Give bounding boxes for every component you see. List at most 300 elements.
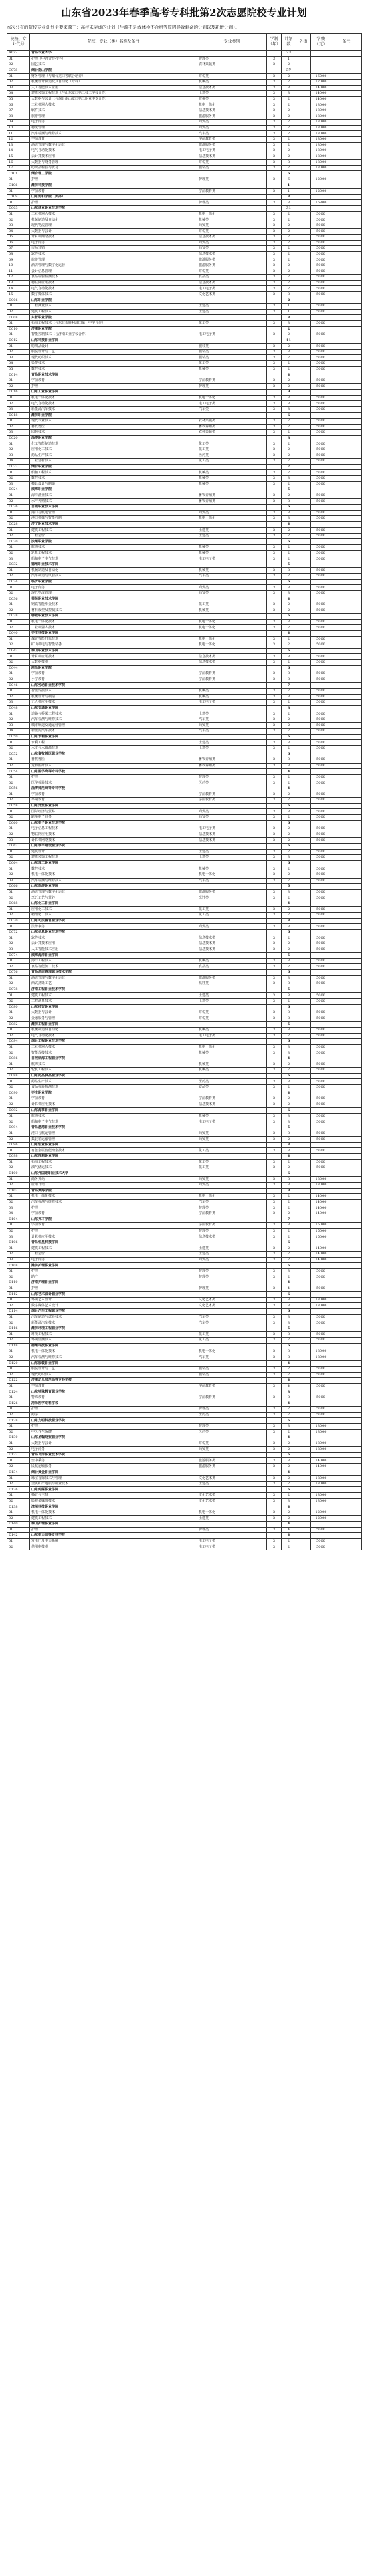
row-plan: 2 [282,1412,296,1418]
row-name: 滨州科技职业学院 [30,1504,197,1510]
row-category: 商贸类 [197,924,267,930]
row-remark [331,832,362,838]
row-tuition: 13000 [311,114,331,120]
row-category [197,487,267,493]
row-tuition: 14000 [311,1252,331,1258]
major-row [7,1084,362,1090]
row-remark [331,263,362,269]
row-plan: 6 [282,1004,296,1010]
row-name: 跨境电子商务 [30,814,197,820]
row-extra [296,792,311,798]
row-extra [296,832,311,838]
row-remark [331,85,362,91]
row-duration: 3 [267,1527,282,1533]
row-extra [296,1177,311,1183]
row-remark [331,372,362,378]
institution-row [7,1326,362,1332]
row-remark [331,419,362,425]
row-category [197,1090,267,1096]
row-extra [296,1332,311,1338]
row-plan: 7 [282,683,296,689]
row-remark [331,1125,362,1131]
row-code: 01 [7,1246,30,1252]
major-row [7,1050,362,1056]
row-code: 02 [7,981,30,987]
row-tuition: 5000 [311,406,331,413]
row-tuition [311,62,331,68]
row-duration: 3 [267,384,282,390]
row-duration: 3 [267,1177,282,1183]
row-plan: 5 [282,1452,296,1458]
row-name: 法律事务 [30,924,197,930]
major-row [7,1010,362,1016]
row-code: 01 [7,56,30,62]
major-row [7,211,362,217]
institution-row [7,929,362,935]
row-name: 大数据与会计 [30,229,197,235]
row-remark [331,1292,362,1298]
row-remark [331,1527,362,1533]
row-tuition: 5000 [311,229,331,235]
major-row [7,740,362,746]
row-extra [296,136,311,142]
row-plan: 3 [282,1182,296,1188]
row-duration: 3 [267,935,282,941]
row-name: 供用电技术 [30,1544,197,1550]
row-tuition: 15000 [311,1228,331,1234]
row-code: 02 [7,1372,30,1378]
row-duration: 3 [267,838,282,844]
row-extra [296,79,311,85]
institution-row [7,51,362,57]
row-extra [296,1056,311,1062]
row-remark [331,958,362,964]
row-code: D072 [7,929,30,935]
row-tuition [311,1343,331,1349]
row-plan: 2 [282,556,296,562]
row-name: 烟台南山学院 [30,68,197,74]
row-category [197,413,267,419]
row-category [197,769,267,775]
row-category [197,918,267,924]
row-code: 02 [7,533,30,539]
row-tuition: 5000 [311,344,331,350]
row-duration: 3 [267,1165,282,1171]
row-plan: 2 [282,1476,296,1482]
row-remark [331,430,362,436]
row-tuition: 5000 [311,1113,331,1119]
row-name: 威海海洋职业学院 [30,953,197,959]
row-extra [296,257,311,263]
row-name: 学前教育 [30,671,197,677]
row-remark [331,981,362,987]
row-category: 机械类 [197,866,267,872]
row-tuition: 14000 [311,91,331,97]
row-plan: 5 [282,734,296,740]
row-duration: 3 [267,866,282,872]
row-name: 建筑设计 [30,849,197,855]
row-code: D108 [7,1263,30,1269]
row-extra [296,1033,311,1039]
row-plan: 2 [282,947,296,953]
row-remark [331,1332,362,1338]
row-plan: 4 [282,1522,296,1528]
row-name: 服装设计与工艺 [30,349,197,355]
row-tuition: 5000 [311,453,331,459]
row-code: 07 [7,246,30,252]
institution-row [7,68,362,74]
row-remark [331,1476,362,1482]
institution-row [7,1418,362,1424]
row-tuition: 12000 [311,189,331,195]
row-tuition: 13000 [311,1297,331,1303]
row-name: 枣庄职业学院 [30,1090,197,1096]
row-remark [331,774,362,780]
row-remark [331,120,362,126]
row-name: 山东圣翰财贸职业学院 [30,1435,197,1441]
row-code: 01 [7,1223,30,1229]
row-plan: 1 [282,309,296,315]
row-name: 青岛酒店管理职业技术学院 [30,970,197,976]
row-plan: 4 [282,1435,296,1441]
row-plan: 2 [282,251,296,257]
major-row [7,1297,362,1303]
row-plan: 3 [282,981,296,987]
row-extra [296,378,311,384]
row-tuition: 5000 [311,1320,331,1326]
row-tuition: 5000 [311,217,331,223]
row-code: 02 [7,745,30,751]
row-duration [267,884,282,890]
row-duration: 3 [267,1412,282,1418]
row-name: 护理 [30,1286,197,1292]
major-row [7,1177,362,1183]
row-tuition: 5000 [311,240,331,246]
row-name: 电子信息工程技术 [30,826,197,832]
row-category: 文化艺术类 [197,1498,267,1504]
institution-row [7,987,362,993]
row-code: 02 [7,349,30,355]
row-tuition: 5000 [311,1372,331,1378]
row-duration [267,1470,282,1476]
row-plan: 8 [282,705,296,711]
row-code: D092 [7,1108,30,1114]
institution-row [7,194,362,200]
row-tuition: 5000 [311,568,331,574]
row-extra [296,1016,311,1022]
row-plan: 8 [282,1188,296,1194]
row-plan: 2 [282,550,296,556]
row-extra [296,1481,311,1487]
row-code: 01 [7,1510,30,1516]
row-tuition [311,751,331,757]
row-name: 菏泽职业学院 [30,665,197,671]
row-tuition [311,1452,331,1458]
row-remark [331,918,362,924]
row-category [197,1292,267,1298]
row-duration: 3 [267,1372,282,1378]
row-plan: 2 [282,217,296,223]
row-duration: 3 [267,1033,282,1039]
institution-row [7,769,362,775]
major-row [7,1096,362,1102]
row-duration [267,683,282,689]
row-code: C101 [7,171,30,177]
major-row [7,291,362,298]
institution-row [7,1039,362,1045]
row-duration: 3 [267,625,282,631]
row-duration: 3 [267,165,282,171]
institution-row [7,1522,362,1528]
major-row [7,1079,362,1085]
row-name: 烹饪工艺与营养 [30,895,197,901]
row-name: 工业机器人技术 [30,625,197,631]
row-plan: 2 [282,102,296,108]
row-category: 化工类 [197,913,267,919]
row-remark [331,970,362,976]
row-category: 服装类 [197,165,267,171]
major-row [7,309,362,315]
row-extra [296,1159,311,1165]
row-extra [296,56,311,62]
row-extra [296,1412,311,1418]
row-duration [267,1361,282,1367]
row-code: 02 [7,1447,30,1453]
institution-row [7,705,362,711]
row-extra [296,246,311,252]
row-name: 物联网应用技术 [30,280,197,286]
row-tuition [311,1154,331,1160]
row-duration: 3 [267,453,282,459]
row-extra [296,786,311,792]
major-row [7,814,362,820]
row-category [197,298,267,304]
row-plan: 2 [282,269,296,275]
row-extra [296,401,311,407]
row-category: 汽车类 [197,1320,267,1326]
major-row [7,924,362,930]
row-plan: 2 [282,263,296,269]
row-code: 01 [7,1286,30,1292]
row-extra [296,843,311,849]
row-plan: 3 [282,1027,296,1033]
row-duration: 3 [267,872,282,878]
row-category: 机械类 [197,470,267,476]
row-extra [296,453,311,459]
row-name: 畜牧兽医 [30,424,197,430]
major-row [7,361,362,367]
row-duration: 3 [267,941,282,947]
row-extra [296,366,311,372]
row-remark [331,1481,362,1487]
row-category [197,326,267,332]
row-code: 01 [7,568,30,574]
row-name: 集装箱运输管理 [30,1137,197,1143]
row-name: 酒店管理与数字化运营 [30,142,197,148]
row-extra [296,849,311,855]
row-tuition: 5000 [311,355,331,361]
row-remark [331,1171,362,1177]
row-remark [331,344,362,350]
row-remark [331,901,362,907]
row-category: 电工电子类 [197,401,267,407]
row-category: 机械类 [197,1050,267,1056]
row-plan: 6 [282,413,296,419]
major-row [7,1447,362,1453]
row-name: 青岛职业技术学院 [30,372,197,378]
row-category [197,68,267,74]
row-extra [296,1154,311,1160]
major-row [7,453,362,459]
row-name: 计算机网络技术 [30,235,197,241]
row-category: 土建类 [197,745,267,751]
row-name: 软件技术 [30,251,197,257]
row-extra [296,1441,311,1447]
row-code: D010 [7,326,30,332]
row-code: 01 [7,1383,30,1389]
row-extra [296,1199,311,1205]
row-extra [296,913,311,919]
row-plan: 3 [282,1079,296,1085]
row-plan: 2 [282,96,296,102]
row-extra [296,1458,311,1464]
row-tuition: 5000 [311,475,331,481]
row-category: 信息技术类 [197,251,267,257]
row-remark [331,884,362,890]
row-extra [296,550,311,556]
row-name: 学前教育 [30,189,197,195]
row-duration: 3 [267,723,282,729]
row-duration: 3 [267,1510,282,1516]
institution-row [7,820,362,826]
row-name: 机械制造及自动化 [30,568,197,574]
row-tuition: 14000 [311,85,331,91]
row-tuition: 5000 [311,1062,331,1068]
row-name: 人工智能技术应用 [30,947,197,953]
page-title: 山东省2023年春季高考专科批第2次志愿院校专业计划 [61,7,307,19]
row-tuition: 5000 [311,211,331,217]
institution-row [7,562,362,568]
row-extra [296,1171,311,1177]
row-duration: 3 [267,189,282,195]
row-code: 01 [7,1395,30,1401]
row-duration: 3 [267,907,282,913]
row-code: D036 [7,596,30,602]
row-name: 航海技术 [30,1062,197,1068]
row-duration: 3 [267,792,282,798]
row-extra [296,464,311,470]
row-code: 01 [7,924,30,930]
row-duration: 3 [267,671,282,677]
row-category: 化工类 [197,907,267,913]
row-duration: 3 [267,56,282,62]
row-remark [331,309,362,315]
major-row [7,263,362,269]
row-category: 电工电子类 [197,1544,267,1550]
row-plan: 2 [282,774,296,780]
major-row [7,56,362,62]
row-code: 14 [7,286,30,292]
row-name: 建筑工程技术 [30,309,197,315]
row-duration [267,1108,282,1114]
row-extra [296,240,311,246]
row-remark [331,361,362,367]
row-category [197,390,267,396]
row-tuition [311,562,331,568]
row-duration: 3 [267,958,282,964]
row-code: 01 [7,1527,30,1533]
row-plan: 2 [282,257,296,263]
row-remark [331,1470,362,1476]
row-tuition: 14000 [311,1257,331,1263]
row-tuition: 5000 [311,447,331,453]
row-category: 机电一体化 [197,1194,267,1200]
row-tuition: 5000 [311,947,331,953]
row-tuition [311,56,331,62]
row-name: 空中乘务 [30,1458,197,1464]
row-duration: 3 [267,424,282,430]
row-remark [331,1383,362,1389]
row-name: 山东商业职业技术学院 [30,206,197,212]
row-code: D096 [7,1142,30,1148]
row-tuition: 5000 [311,401,331,407]
major-row [7,160,362,166]
row-category: 电工电子类 [197,286,267,292]
row-code: 02 [7,1498,30,1504]
institution-row [7,1401,362,1407]
major-row [7,723,362,729]
row-code: 01 [7,419,30,425]
row-extra [296,1516,311,1522]
major-row [7,1165,362,1171]
row-tuition: 5000 [311,257,331,263]
row-tuition: 5000 [311,671,331,677]
row-extra [296,326,311,332]
row-duration [267,803,282,809]
row-duration: 3 [267,235,282,241]
row-duration: 3 [267,964,282,970]
row-code: 02 [7,1016,30,1022]
row-extra [296,677,311,683]
row-extra [296,280,311,286]
row-name: 食品智能加工技术 [30,964,197,970]
row-name: 学前教育 [30,1223,197,1229]
row-plan: 3 [282,918,296,924]
row-plan: 5 [282,884,296,890]
row-code: C106 [7,183,30,189]
row-remark [331,1148,362,1154]
row-plan: 4 [282,1504,296,1510]
institution-row [7,1309,362,1315]
row-category: 旅游服务类 [197,889,267,895]
row-name: 烟台理工学院 [30,171,197,177]
row-name: 智能焊接技术 [30,1050,197,1056]
row-extra [296,1274,311,1280]
row-code: 04 [7,459,30,465]
row-category: 机械类 [197,217,267,223]
row-name: 电气自动化技术 [30,286,197,292]
major-row [7,878,362,884]
row-duration: 3 [267,602,282,608]
row-code: C078 [7,68,30,74]
row-extra [296,1361,311,1367]
row-code: 01 [7,1268,30,1274]
row-plan: 3 [282,406,296,413]
row-plan: 2 [282,533,296,539]
row-name: 济南工程职业技术学院 [30,987,197,993]
major-row [7,642,362,649]
row-code: D090 [7,1090,30,1096]
